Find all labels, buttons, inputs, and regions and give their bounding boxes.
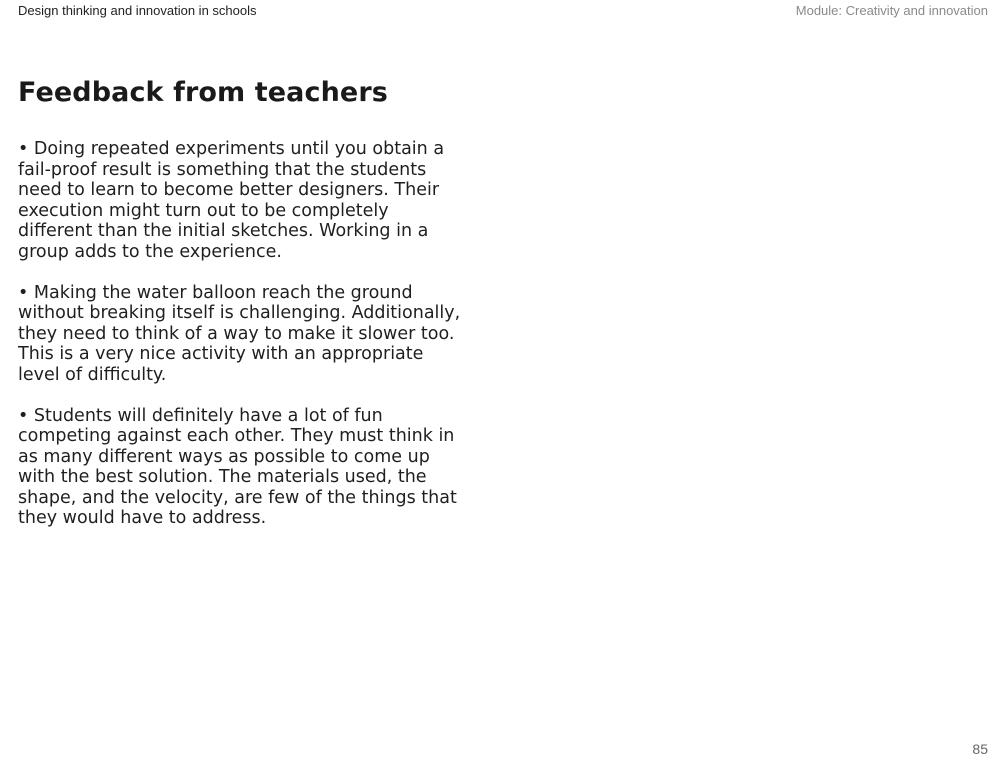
feedback-paragraph-1: • Doing repeated experiments until you obtain a fail-proof result is something that the students need to learn to become better designers. Their execution might turn out to be completely different than the initial sketches. Working in a group adds to the experience. — [18, 139, 445, 262]
page-title: Feedback from teachers — [18, 77, 388, 108]
running-header-document-title: Design thinking and innovation in schools — [18, 3, 257, 18]
feedback-list — [18, 139, 468, 549]
feedback-paragraph-3: • Students will definitely have a lot of fun competing against each other. They must think in as many different ways as possible to come up with the best solution. The materials used, the shape, and the velocity, are few of the things that they would have to address. — [18, 405, 457, 528]
page-number: 85 — [972, 741, 988, 757]
running-header-module: Module: Creativity and innovation — [795, 3, 988, 18]
feedback-paragraph-2: • Making the water balloon reach the ground without breaking itself is challenging. Additionally, they need to think of a way to make it slower too. This is a very nice activity with an appropriate level of difficulty. — [18, 282, 461, 385]
